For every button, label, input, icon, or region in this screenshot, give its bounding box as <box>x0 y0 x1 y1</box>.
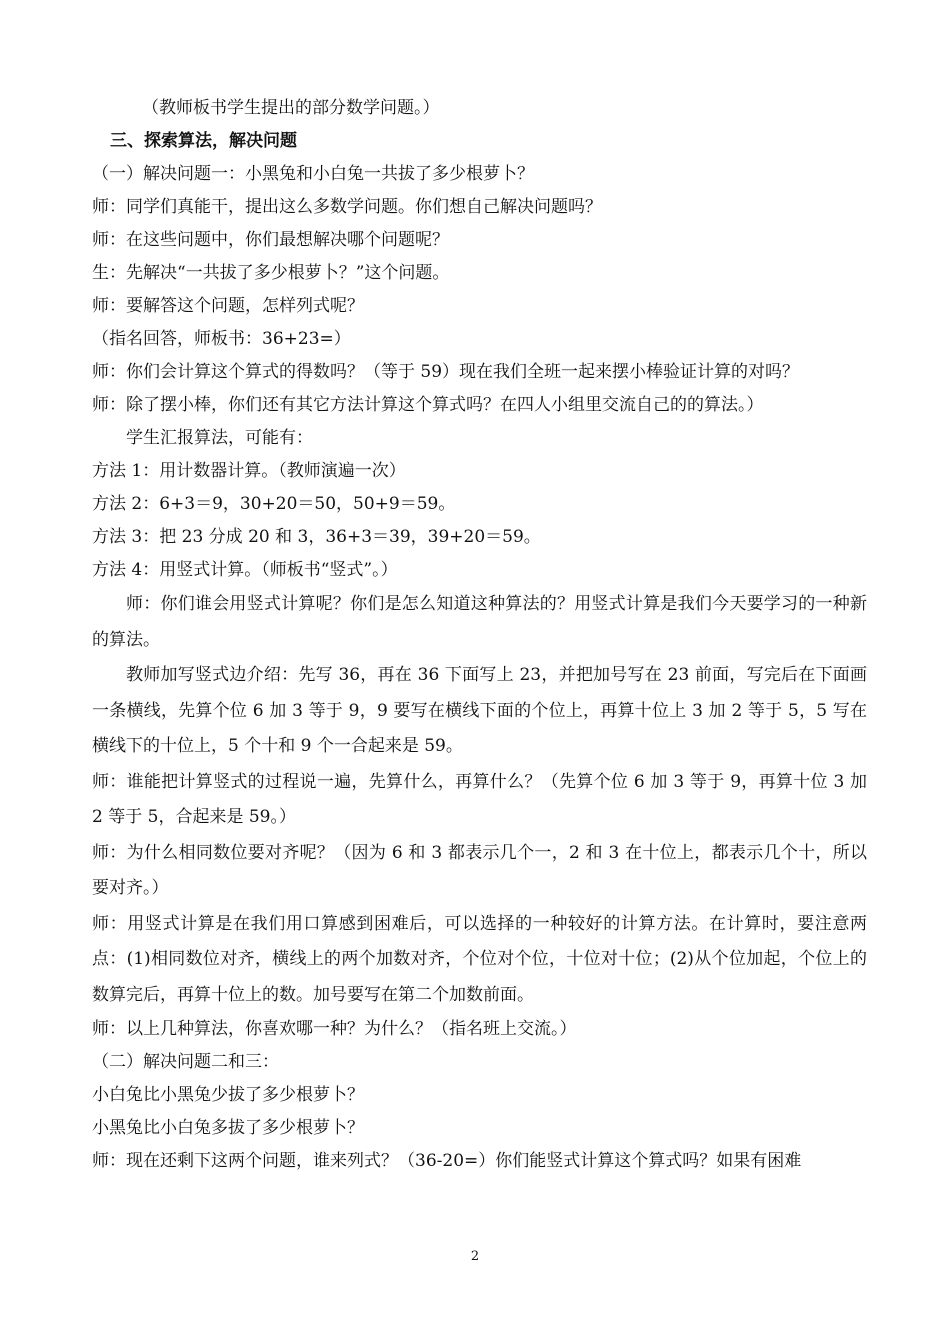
subsection-heading: （二）解决问题二和三： <box>92 1052 279 1072</box>
method-line: 方法 3：把 23 分成 20 和 3，36+3＝39，39+20＝59。 <box>92 527 541 547</box>
text-line: 师：除了摆小棒，你们还有其它方法计算这个算式吗？在四人小组里交流自己的的算法。） <box>92 395 764 415</box>
text-line: 师：以上几种算法，你喜欢哪一种？为什么？（指名班上交流。） <box>92 1019 577 1039</box>
section-heading: 三、探索算法，解决问题 <box>110 131 297 151</box>
method-line: 方法 4：用竖式计算。（师板书“竖式”。） <box>92 560 398 580</box>
text-line: 师：同学们真能干，提出这么多数学问题。你们想自己解决问题吗？ <box>92 197 602 217</box>
paragraph: 师：谁能把计算竖式的过程说一遍，先算什么，再算什么？（先算个位 6 加 3 等于 9，再算十位 3 加 2 等于 5，合起来是 59。） <box>92 771 867 827</box>
page-number: 2 <box>470 1249 480 1264</box>
text-line: 学生汇报算法，可能有： <box>126 428 313 448</box>
paragraph: 师：为什么相同数位要对齐呢？（因为 6 和 3 都表示几个一，2 和 3 在十位上，都表示几个十，所以要对齐。） <box>92 842 867 898</box>
text-line: （指名回答，师板书：36+23=） <box>92 329 351 349</box>
text-line: 小白兔比小黑兔少拔了多少根萝卜？ <box>92 1085 364 1105</box>
subsection-heading: （一）解决问题一：小黑兔和小白兔一共拔了多少根萝卜？ <box>92 164 534 184</box>
text-line: 师：在这些问题中，你们最想解决哪个问题呢？ <box>92 230 449 250</box>
text-line: 师：要解答这个问题，怎样列式呢？ <box>92 296 364 316</box>
document-body <box>92 92 867 1178</box>
method-line: 方法 2：6+3＝9，30+20＝50，50+9＝59。 <box>92 494 456 514</box>
paragraph: 师：用竖式计算是在我们用口算感到困难后，可以选择的一种较好的计算方法。在计算时，要注意两点：(1)相同数位对齐，横线上的两个加数对齐，个位对个位，十位对十位；(2)从个位加起，个位上的数算完后，再算十位上的数。加号要写在第二个加数前面。 <box>92 913 867 1005</box>
text-line: 生：先解决“一共拔了多少根萝卜？”这个问题。 <box>92 263 450 283</box>
paragraph: 教师加写竖式边介绍：先写 36，再在 36 下面写上 23，并把加号写在 23 前面，写完后在下面画一条横线，先算个位 6 加 3 等于 9，9 要写在横线下面的个位上，再算十位上 3 加 2 等于 5，5 写在横线下的十位上，5 个十和 9 个一合起来是 59。 <box>92 665 867 756</box>
method-line: 方法 1：用计数器计算。（教师演遍一次） <box>92 461 406 481</box>
paragraph: 师：你们谁会用竖式计算呢？你们是怎么知道这种算法的？用竖式计算是我们今天要学习的一种新的算法。 <box>92 594 867 650</box>
text-line: （教师板书学生提出的部分数学问题。） <box>142 98 440 118</box>
text-line: 师：你们会计算这个算式的得数吗？（等于 59）现在我们全班一起来摆小棒验证计算的对吗？ <box>92 362 800 382</box>
text-line: 小黑兔比小白兔多拔了多少根萝卜？ <box>92 1118 364 1138</box>
text-line: 师：现在还剩下这两个问题，谁来列式？（36-20=）你们能竖式计算这个算式吗？如果有困难 <box>92 1151 802 1171</box>
